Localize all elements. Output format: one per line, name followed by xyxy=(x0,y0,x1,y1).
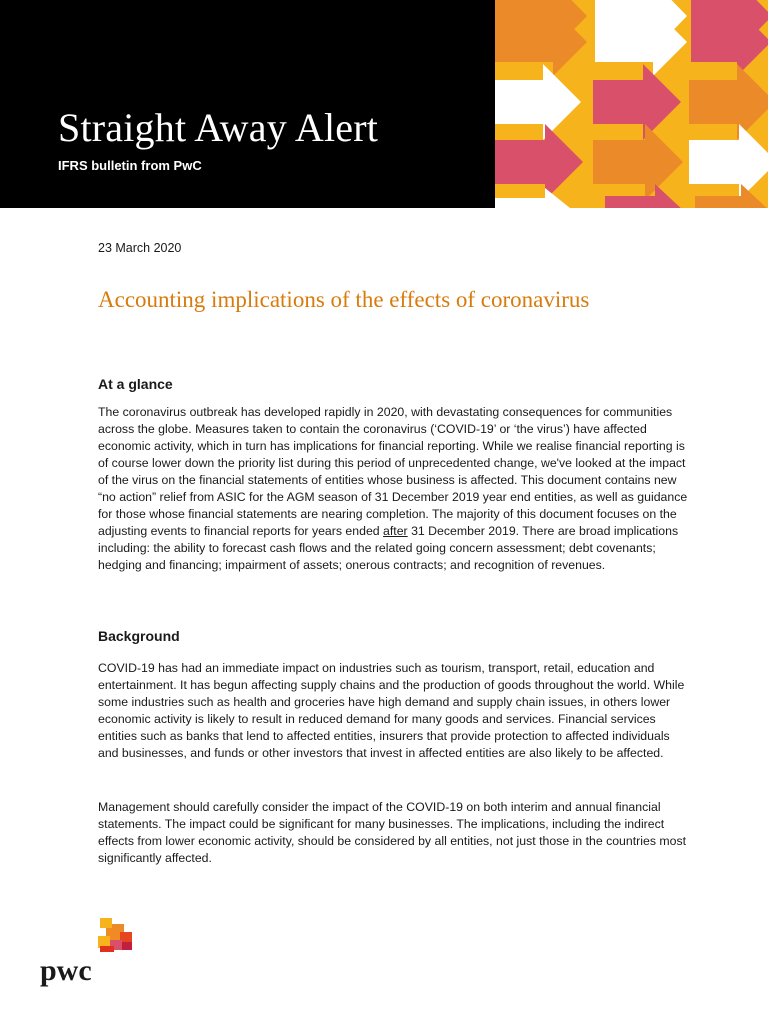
banner-title: Straight Away Alert xyxy=(58,105,379,150)
section-heading-at-a-glance: At a glance xyxy=(98,376,173,392)
at-a-glance-paragraph: The coronavirus outbreak has developed rapidly in 2020, with devastating consequences for communities across the globe. Measures taken to contain the coronavirus (‘COVID-19’ or ‘the virus’) have affected economic activity, which in turn has implications for financial reporting. While we realise financial reporting is of course lower down the priority list during this period of unprecedented change, we've looked at the impact of the virus on the financial statements of entities whose business is affected. This document contains new “no action” relief from ASIC for the AGM season of 31 December 2019 year end entities, as well as guidance for those whose financial statements are nearing completion. The majority of this document focuses on the adjusting events to financial reports for years ended after 31 December 2019. There are broad implications including: the ability to forecast cash flows and the related going concern assessment; debt covenants; hedging and financing; impairment of assets; onerous contracts; and recognition of revenues. xyxy=(98,405,688,572)
pwc-logo xyxy=(40,918,140,988)
arrow-pattern-graphic xyxy=(495,0,768,208)
background-paragraph-1: COVID-19 has had an immediate impact on industries such as tourism, transport, retail, education and entertainment. It has begun affecting supply chains and the production of goods throughout the world. While some industries such as health and groceries have high demand and supply chain issues, in others lower economic activity is likely to result in reduced demand for many goods and services. Financial services entities such as banks that lend to affected entities, insurers that provide protection to affected individuals and businesses, and funds or other investors that invest in affected entities are also likely to be affected. xyxy=(98,661,685,760)
document-title: Accounting implications of the effects of coronavirus xyxy=(98,287,590,312)
pwc-logo-text: pwc xyxy=(40,954,92,987)
background-paragraph-2: Management should carefully consider the impact of the COVID-19 on both interim and annual financial statements. The impact could be significant for many businesses. The implications, including the indirect effects from lower economic activity, should be considered by all entities, not just those in the countries most significantly affected. xyxy=(98,800,687,865)
section-heading-background: Background xyxy=(98,628,180,644)
document-date: 23 March 2020 xyxy=(98,241,182,255)
emphasis-after: after xyxy=(383,524,408,538)
banner-subtitle: IFRS bulletin from PwC xyxy=(58,158,202,173)
header-banner xyxy=(0,0,768,208)
